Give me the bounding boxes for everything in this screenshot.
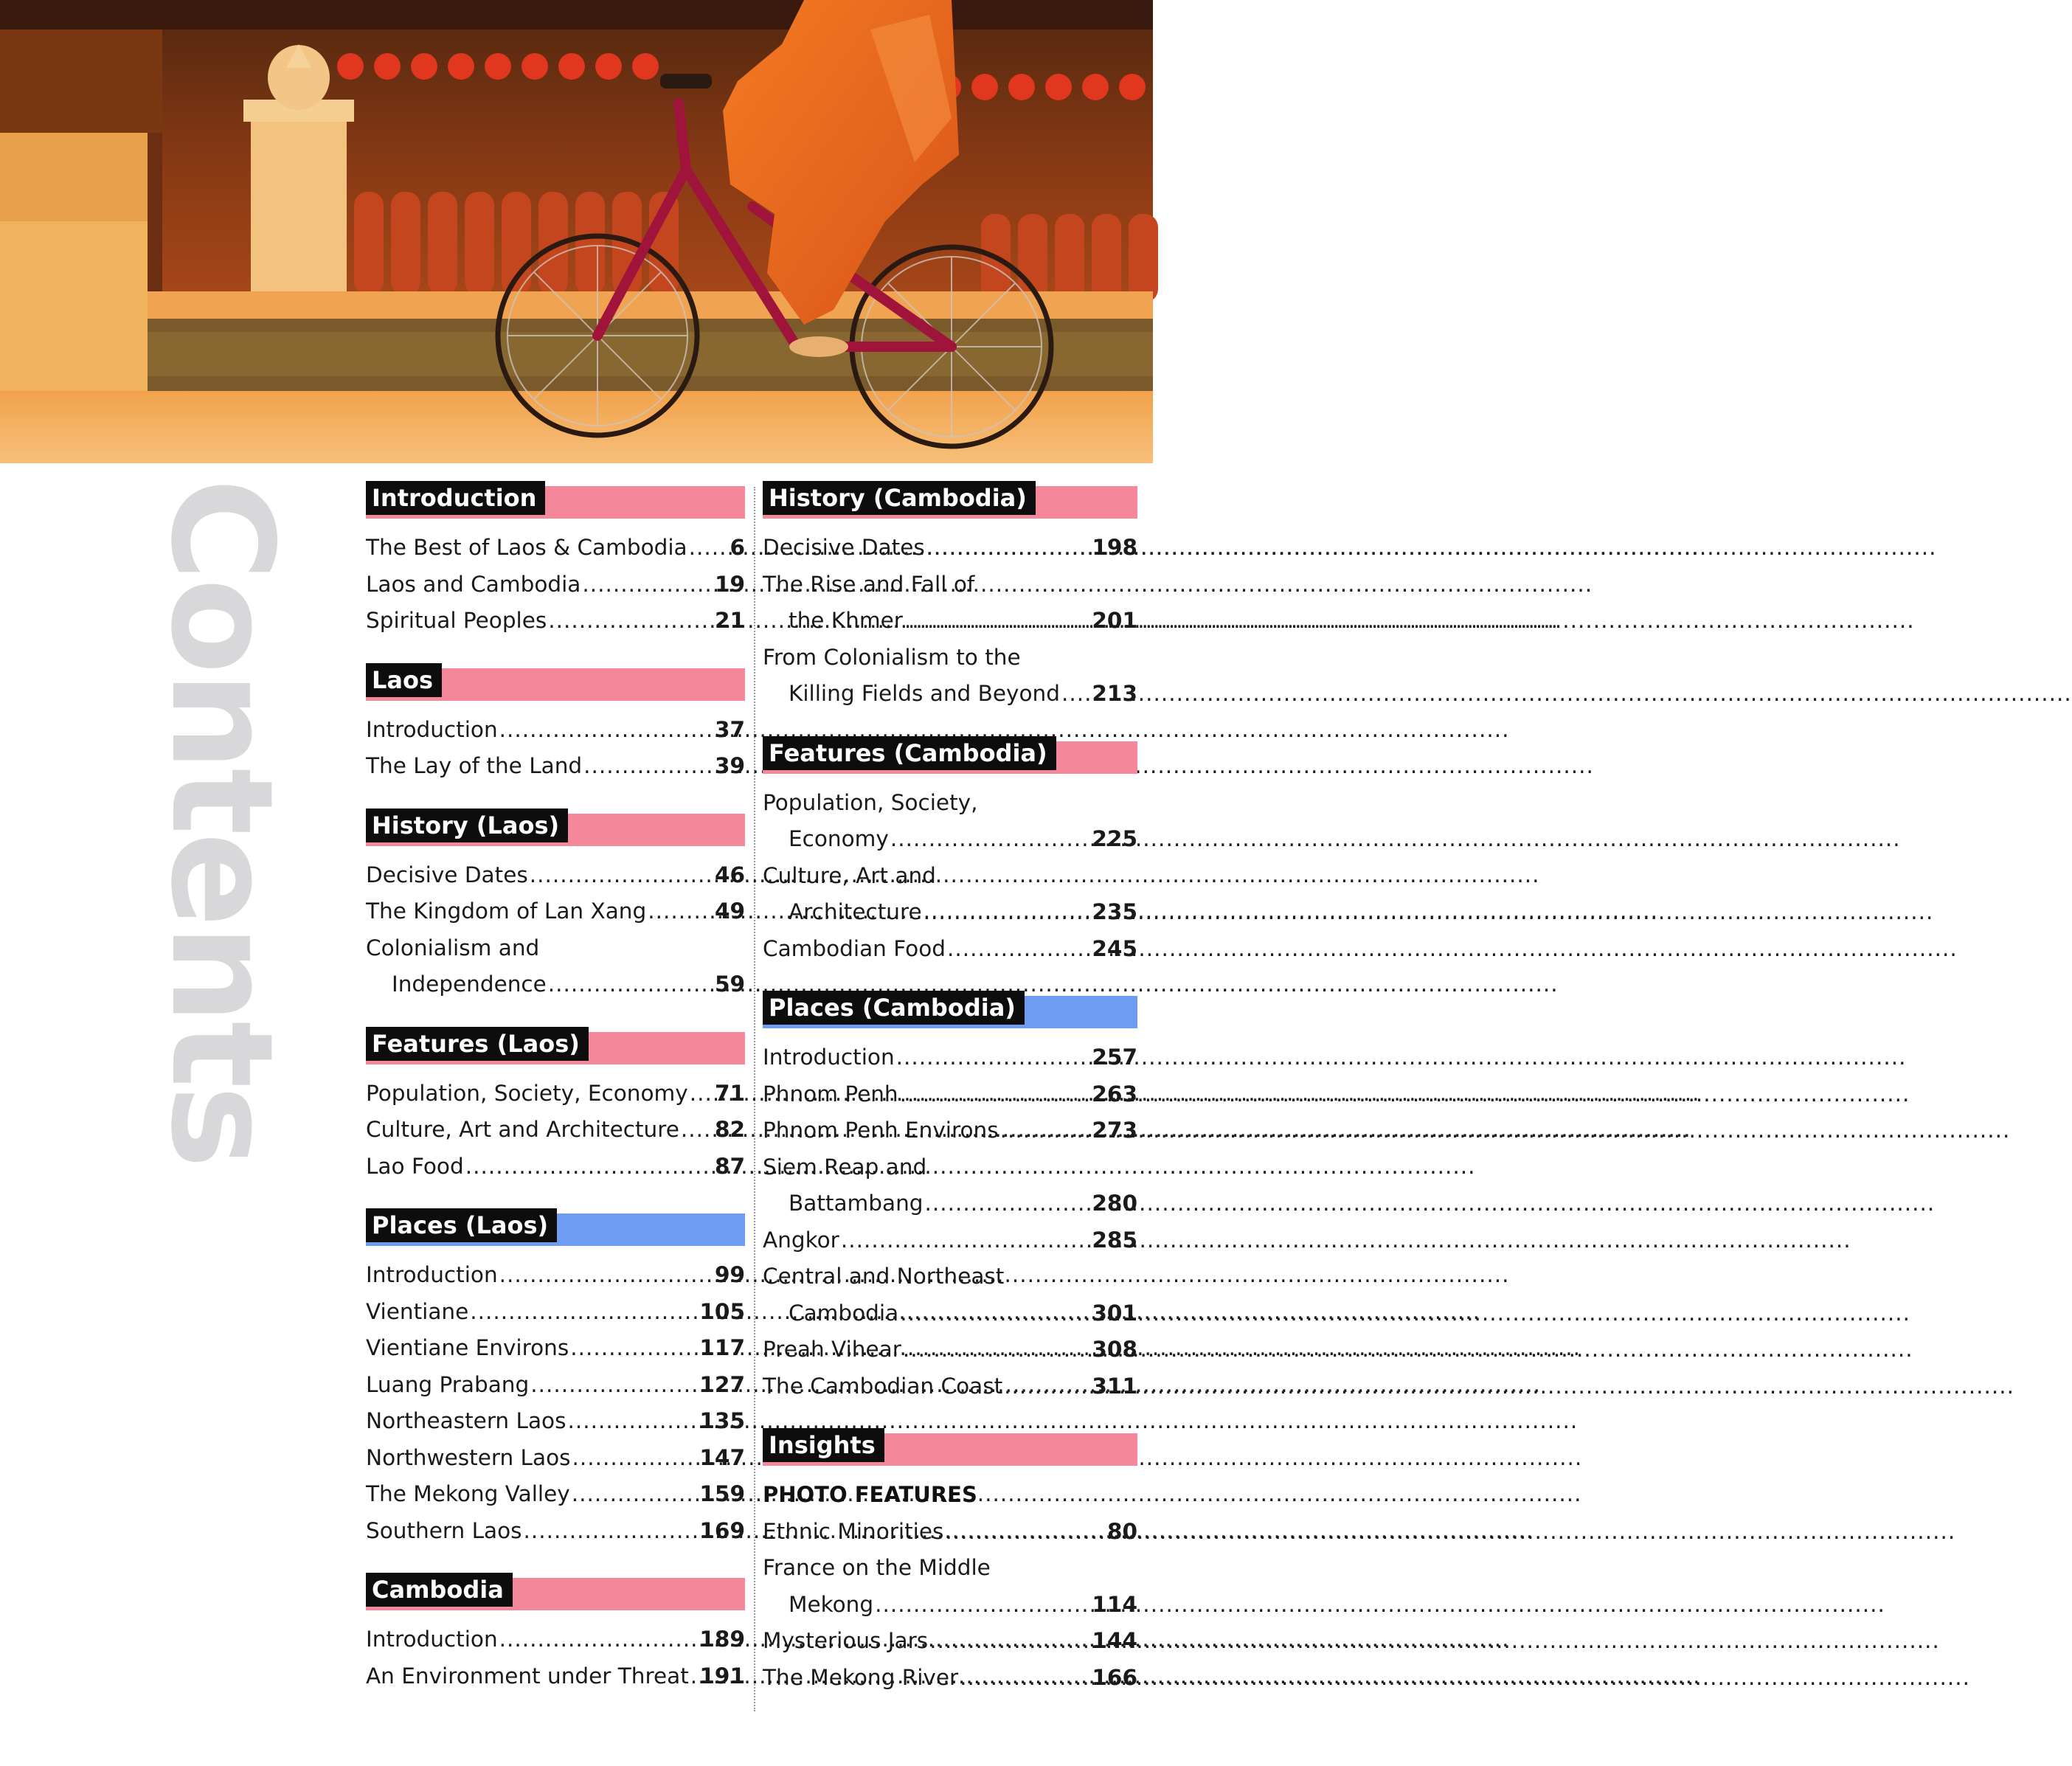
dot-leader xyxy=(530,1367,698,1404)
entry-title: Introduction xyxy=(366,1262,498,1287)
dot-leader xyxy=(890,821,1091,858)
section-introduction xyxy=(366,481,745,640)
section-title: Features (Laos) xyxy=(366,1027,589,1061)
entry-title: Culture, Art and Architecture xyxy=(366,1117,679,1142)
dot-leader xyxy=(499,712,713,749)
sub-heading: PHOTO FEATURES xyxy=(763,1482,977,1507)
toc-entry[interactable] xyxy=(763,1587,1137,1624)
section-title: Places (Laos) xyxy=(366,1208,557,1242)
section-header xyxy=(366,481,745,519)
section-insights xyxy=(763,1428,1137,1696)
section-laos xyxy=(366,663,745,785)
dot-leader xyxy=(648,893,713,930)
entry-title: Killing Fields and Beyond xyxy=(789,681,1060,706)
page-number: 147 xyxy=(699,1444,745,1470)
entry-title: Phnom Penh Environs xyxy=(763,1118,999,1143)
entry-title: Decisive Dates xyxy=(763,535,925,560)
entry-title: An Environment under Threat xyxy=(366,1663,689,1689)
page-number: 189 xyxy=(699,1627,745,1652)
toc-entry[interactable] xyxy=(763,785,1137,822)
entry-title: Northwestern Laos xyxy=(366,1444,571,1470)
dot-leader xyxy=(947,931,1090,968)
dot-leader xyxy=(904,603,1091,640)
page-number: 235 xyxy=(1092,899,1137,924)
entry-title: Lao Food xyxy=(366,1153,464,1179)
dot-leader xyxy=(924,894,1091,931)
page-number: 19 xyxy=(714,571,745,597)
page-number: 301 xyxy=(1092,1300,1137,1326)
toc-entry[interactable] xyxy=(366,857,745,894)
entry-title: Cambodian Food xyxy=(763,935,946,961)
entry-title: Economy xyxy=(789,826,889,851)
page-number: 37 xyxy=(714,716,745,742)
entry-title: Cambodia xyxy=(789,1300,899,1326)
toc-entry[interactable] xyxy=(763,567,1137,603)
toc-entry[interactable] xyxy=(763,1295,1137,1332)
toc-entry[interactable] xyxy=(366,1621,745,1658)
dot-leader xyxy=(583,748,713,785)
section-history-laos xyxy=(366,808,745,1003)
entry-title: Spiritual Peoples xyxy=(366,608,547,633)
page-number: 273 xyxy=(1092,1118,1137,1143)
entry-title: Introduction xyxy=(366,1627,498,1652)
toc-entry[interactable] xyxy=(763,1623,1137,1660)
toc-entry[interactable] xyxy=(763,821,1137,858)
page-number: 280 xyxy=(1092,1191,1137,1216)
entry-title: France on the Middle xyxy=(763,1555,991,1580)
dot-leader xyxy=(567,1403,698,1440)
page-number: 117 xyxy=(699,1335,745,1360)
toc-entry[interactable] xyxy=(366,603,745,640)
dot-leader xyxy=(524,1513,699,1550)
entry-title: The Lay of the Land xyxy=(366,753,583,778)
entry-title: Introduction xyxy=(763,1045,895,1070)
page-number: 49 xyxy=(714,898,745,924)
toc-entry[interactable] xyxy=(366,1112,745,1149)
toc-entry[interactable] xyxy=(763,1185,1137,1222)
section-places-cambodia xyxy=(763,991,1137,1405)
page-number: 198 xyxy=(1092,535,1137,560)
page-number: 87 xyxy=(714,1153,745,1179)
toc-entry[interactable] xyxy=(366,1403,745,1440)
page-number: 114 xyxy=(1092,1591,1137,1617)
dot-leader xyxy=(929,1623,1090,1660)
dot-leader xyxy=(926,530,1091,567)
section-title: Insights xyxy=(763,1428,884,1462)
dot-leader xyxy=(465,1149,713,1185)
section-header xyxy=(763,736,1137,775)
entry-title: The Rise and Fall of xyxy=(763,571,975,597)
section-header xyxy=(763,481,1137,519)
entry-title: The Cambodian Coast xyxy=(763,1373,1003,1399)
entry-title: Laos and Cambodia xyxy=(366,571,581,597)
dot-leader xyxy=(945,1514,1106,1551)
page-number: 46 xyxy=(714,862,745,887)
dot-leader xyxy=(681,1112,713,1149)
entry-title: Preah Vihear xyxy=(763,1337,901,1362)
page-number: 213 xyxy=(1092,681,1137,706)
entry-title: Central and Northeast xyxy=(763,1264,1005,1289)
entry-title: Northeastern Laos xyxy=(366,1408,566,1433)
toc-entry[interactable] xyxy=(366,1513,745,1550)
entry-title: Battambang xyxy=(789,1191,924,1216)
dot-leader xyxy=(900,1076,1091,1113)
entry-title: The Mekong River xyxy=(763,1664,959,1690)
page-number: 308 xyxy=(1092,1337,1137,1362)
page-number: 263 xyxy=(1092,1081,1137,1107)
left-column xyxy=(366,481,745,1718)
section-title: Introduction xyxy=(366,481,545,515)
entry-title: From Colonialism to the xyxy=(763,644,1021,670)
toc-entry[interactable] xyxy=(763,1550,1137,1587)
section-title: History (Laos) xyxy=(366,808,568,842)
dot-leader xyxy=(582,567,713,603)
toc-entry[interactable] xyxy=(366,930,745,967)
toc-entry[interactable] xyxy=(763,858,1137,895)
toc-entry[interactable] xyxy=(763,640,1137,676)
page-number: 257 xyxy=(1092,1045,1137,1070)
toc-entry[interactable] xyxy=(366,1476,745,1513)
entry-title: Introduction xyxy=(366,716,498,742)
dot-leader xyxy=(900,1295,1090,1332)
toc-entry[interactable] xyxy=(366,1076,745,1112)
page-number: 311 xyxy=(1092,1373,1137,1399)
dot-leader xyxy=(548,603,713,640)
right-column xyxy=(763,481,1137,1720)
monk-on-bicycle-photo xyxy=(0,0,1153,463)
dot-leader xyxy=(470,1294,698,1331)
entry-title: Luang Prabang xyxy=(366,1371,530,1397)
page-number: 105 xyxy=(699,1298,745,1324)
section-header xyxy=(366,808,745,847)
dot-leader xyxy=(548,966,713,1003)
dot-leader xyxy=(689,530,729,567)
page-number: 39 xyxy=(714,753,745,778)
toc-entry[interactable] xyxy=(763,1514,1137,1551)
section-title: History (Cambodia) xyxy=(763,481,1036,515)
entry-title: Mysterious Jars xyxy=(763,1628,929,1653)
entry-title: The Kingdom of Lan Xang xyxy=(366,898,647,924)
dot-leader xyxy=(896,1039,1091,1076)
section-header xyxy=(763,1428,1137,1467)
dot-leader xyxy=(530,857,713,894)
toc-entry[interactable] xyxy=(366,712,745,749)
dot-leader xyxy=(499,1257,713,1294)
section-title: Places (Cambodia) xyxy=(763,991,1025,1025)
page-number: 245 xyxy=(1092,935,1137,961)
entry-title: Southern Laos xyxy=(366,1517,522,1543)
toc-entry[interactable] xyxy=(763,931,1137,968)
page-number: 99 xyxy=(714,1262,745,1287)
dot-leader xyxy=(925,1185,1091,1222)
toc-entry[interactable] xyxy=(366,1330,745,1367)
page-number: 21 xyxy=(714,608,745,633)
entry-title: Population, Society, Economy xyxy=(366,1080,688,1106)
section-cambodia xyxy=(366,1573,745,1694)
page-number: 6 xyxy=(730,535,745,560)
section-title: Cambodia xyxy=(366,1573,513,1607)
toc-entry[interactable] xyxy=(366,530,745,567)
entry-title: Vientiane xyxy=(366,1298,469,1324)
toc-entry[interactable] xyxy=(366,567,745,603)
page-number: 191 xyxy=(699,1663,745,1689)
page-title: Contents xyxy=(140,478,303,1166)
toc-entry[interactable] xyxy=(763,1076,1137,1113)
section-header xyxy=(366,663,745,702)
toc-entry[interactable] xyxy=(763,1222,1137,1259)
dot-leader xyxy=(1000,1112,1091,1149)
entry-title: Vientiane Environs xyxy=(366,1335,569,1360)
entry-title: Angkor xyxy=(763,1227,839,1253)
page-number: 82 xyxy=(714,1117,745,1142)
page-number: 135 xyxy=(699,1408,745,1433)
toc-entry[interactable] xyxy=(763,1368,1137,1405)
entry-title: Phnom Penh xyxy=(763,1081,898,1107)
page-number: 285 xyxy=(1092,1227,1137,1253)
section-features-cambodia xyxy=(763,736,1137,968)
toc-entry[interactable] xyxy=(763,1112,1137,1149)
toc-entry[interactable] xyxy=(366,1294,745,1331)
dot-leader xyxy=(499,1621,699,1658)
section-history-cambodia xyxy=(763,481,1137,713)
toc-entry[interactable] xyxy=(763,894,1137,931)
toc-entry[interactable] xyxy=(366,1149,745,1185)
entry-title: Independence xyxy=(392,972,547,997)
entry-title: Culture, Art and xyxy=(763,862,936,888)
entry-title: Decisive Dates xyxy=(366,862,528,887)
toc-entry[interactable] xyxy=(763,603,1137,640)
toc-entry[interactable] xyxy=(366,1257,745,1294)
toc-entry[interactable] xyxy=(366,1658,745,1695)
section-header xyxy=(366,1573,745,1611)
page-number: 127 xyxy=(699,1371,745,1397)
dot-leader xyxy=(572,1476,699,1513)
toc-entry[interactable] xyxy=(763,1660,1137,1697)
entry-title: Colonialism and xyxy=(366,935,540,960)
entry-title: The Mekong Valley xyxy=(366,1481,570,1506)
toc-entry[interactable] xyxy=(763,676,1137,713)
toc-entry[interactable] xyxy=(763,1332,1137,1368)
page-number: 201 xyxy=(1092,608,1137,633)
entry-title: Architecture xyxy=(789,899,922,924)
entry-title: Siem Reap and xyxy=(763,1154,927,1180)
dot-leader xyxy=(690,1076,713,1112)
dot-leader xyxy=(570,1330,698,1367)
dot-leader xyxy=(1004,1368,1090,1405)
entry-title: the Khmer xyxy=(789,608,903,633)
toc-entry[interactable] xyxy=(763,1258,1137,1295)
toc-entry[interactable] xyxy=(366,1367,745,1404)
dot-leader xyxy=(960,1660,1090,1697)
toc-entry[interactable] xyxy=(763,1149,1137,1186)
section-header xyxy=(366,1208,745,1247)
dot-leader xyxy=(903,1332,1091,1368)
page-number: 59 xyxy=(714,972,745,997)
toc-entry[interactable] xyxy=(366,748,745,785)
toc-entry[interactable] xyxy=(763,1039,1137,1076)
dot-leader xyxy=(572,1440,698,1477)
entry-title: Population, Society, xyxy=(763,789,978,815)
dot-leader xyxy=(1061,676,1090,713)
toc-entry[interactable] xyxy=(366,893,745,930)
page-number: 144 xyxy=(1092,1628,1137,1653)
section-header xyxy=(763,991,1137,1029)
toc-entry[interactable] xyxy=(763,530,1137,567)
section-header xyxy=(366,1027,745,1065)
page-number: 225 xyxy=(1092,826,1137,851)
entry-title: The Best of Laos & Cambodia xyxy=(366,535,687,560)
toc-entry[interactable] xyxy=(366,1440,745,1477)
page-number: 71 xyxy=(714,1080,745,1106)
dot-leader xyxy=(875,1587,1090,1624)
header-photo xyxy=(0,0,1153,463)
toc-entry[interactable] xyxy=(366,966,745,1003)
entry-title: Ethnic Minorities xyxy=(763,1518,944,1544)
section-features-laos xyxy=(366,1027,745,1185)
page-number: 169 xyxy=(699,1517,745,1543)
dot-leader xyxy=(690,1658,699,1695)
entry-title: Mekong xyxy=(789,1591,874,1617)
dot-leader xyxy=(841,1222,1091,1259)
section-title: Laos xyxy=(366,663,442,697)
section-title: Features (Cambodia) xyxy=(763,736,1056,770)
page-number: 159 xyxy=(699,1481,745,1506)
section-places-laos xyxy=(366,1208,745,1549)
page-number: 80 xyxy=(1106,1518,1137,1544)
page-number: 166 xyxy=(1092,1664,1137,1690)
